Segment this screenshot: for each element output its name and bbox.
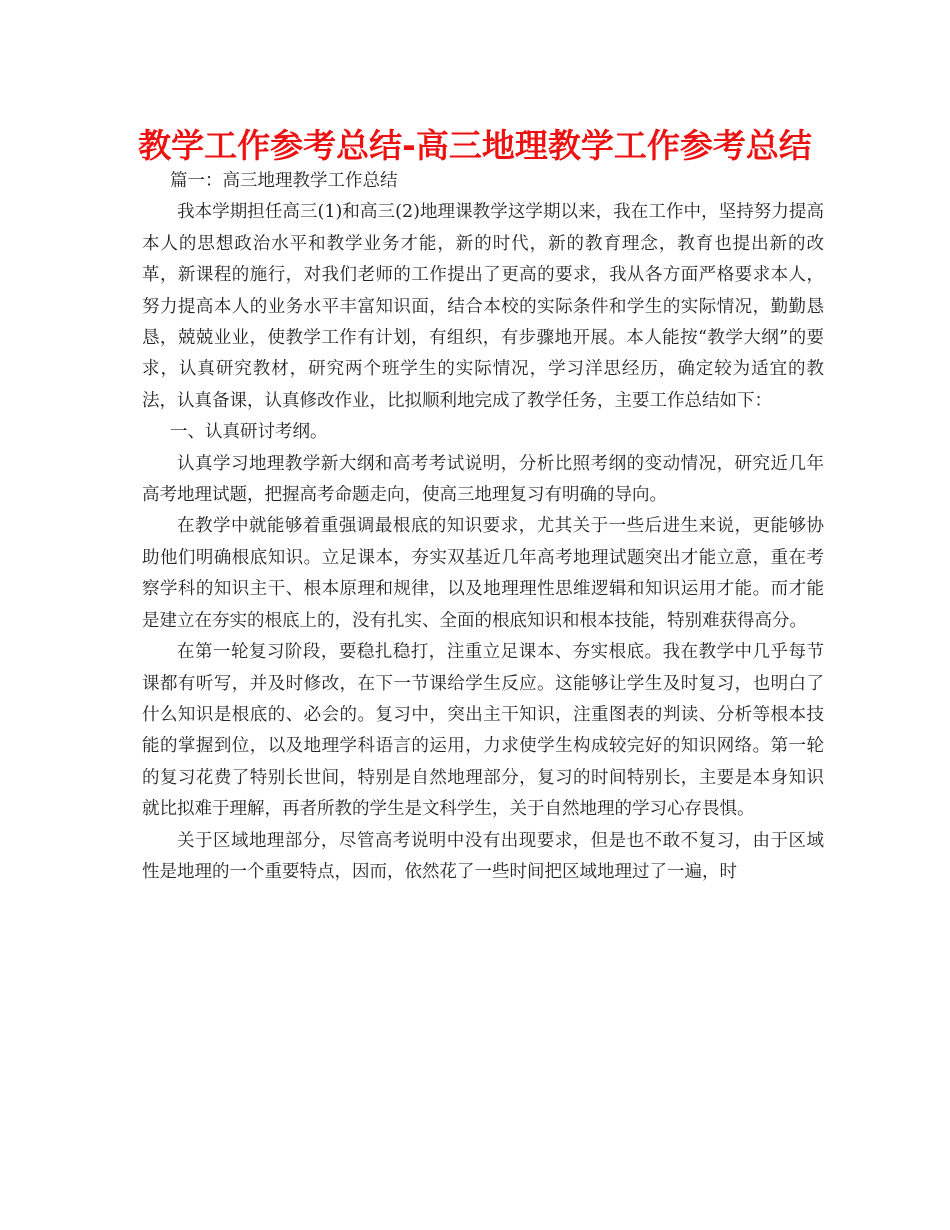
document-title: 教学工作参考总结-高三地理教学工作参考总结 xyxy=(138,126,812,165)
paragraph-3: 在教学中就能够着重强调最根底的知识要求，尤其关于一些后进生来说，更能够协助他们明确根底知识。立足课本，夯实双基近几年高考地理试题突出才能立意，重在考察学科的知识主干、根本原理和规律，以及地理理性思维逻辑和知识运用才能。而才能是建立在夯实的根底上的，没有扎实、全面的根底知识和根本技能，特别难获得高分。 xyxy=(142,516,824,631)
paragraph-subheading-1: 一、认真研讨考纲。 xyxy=(170,422,328,443)
paragraph-5: 关于区域地理部分，尽管高考说明中没有出现要求，但是也不敢不复习，由于区域性是地理的一个重要特点，因而，依然花了一些时间把区域地理过了一遍，时 xyxy=(142,830,824,882)
paragraph-4: 在第一轮复习阶段，要稳扎稳打，注重立足课本、夯实根底。我在教学中几乎每节课都有听写，并及时修改，在下一节课给学生反应。这能够让学生及时复习，也明白了什么知识是根底的、必会的。复习中，突出主干知识，注重图表的判读、分析等根本技能的掌握到位，以及地理学科语言的运用，力求使学生构成较完好的知识网络。第一轮的复习花费了特别长世间，特别是自然地理部分，复习的时间特别长，主要是本身知识就比拟难于理解，再者所教的学生是文科学生，关于自然地理的学习心存畏惧。 xyxy=(142,642,824,820)
paragraph-intro: 我本学期担任高三(1)和高三(2)地理课教学这学期以来，我在工作中，坚持努力提高本人的思想政治水平和教学业务才能，新的时代，新的教育理念，教育也提出新的改革，新课程的施行，对我们老师的工作提出了更高的要求，我从各方面严格要求本人，努力提高本人的业务水平丰富知识面，结合本校的实际条件和学生的实际情况，勤勤恳恳，兢兢业业，使教学工作有计划，有组织，有步骤地开展。本人能按“教学大纲”的要求，认真研究教材，研究两个班学生的实际情况，学习洋思经历，确定较为适宜的教法，认真备课，认真修改作业，比拟顺利地完成了教学任务，主要工作总结如下： xyxy=(142,202,824,411)
paragraph-2: 认真学习地理教学新大纲和高考考试说明，分析比照考纲的变动情况，研究近几年高考地理试题，把握高考命题走向，使高三地理复习有明确的导向。 xyxy=(142,453,824,506)
section-heading: 篇一：高三地理教学工作总结 xyxy=(170,171,398,191)
document-body xyxy=(142,166,824,888)
